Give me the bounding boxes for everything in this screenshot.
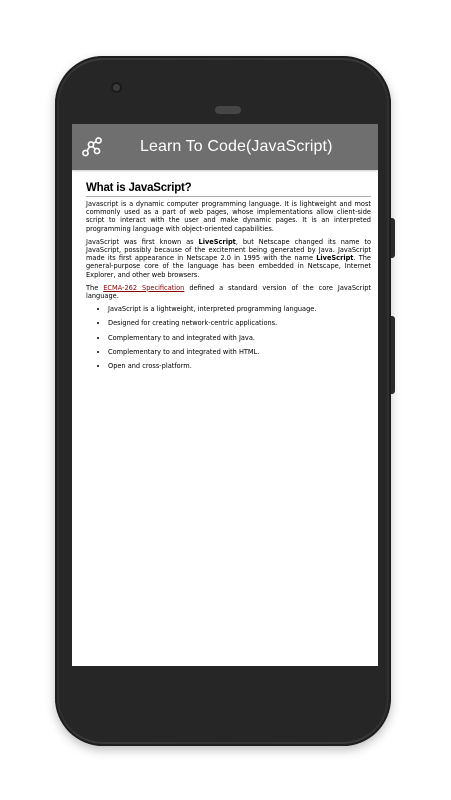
app-bar (72, 124, 378, 170)
ecma-suffix: defined a standard version of the core JavaScript language. (86, 283, 371, 301)
history-text-2: , but Netscape changed its name to JavaScript, possibly because of the excitement being generated by Java. JavaScript made its first appearance in Netscape 2.0 in 1995 with the name (86, 237, 371, 263)
list-item: • Complementary to and integrated with Java. (108, 334, 371, 342)
article-heading: What is JavaScript? (86, 182, 371, 197)
feature-list (86, 305, 371, 370)
app-title: Learn To Code(JavaScript) (140, 138, 333, 155)
list-item: • Open and cross-platform. (108, 362, 371, 370)
history-text-1: JavaScript was first known as (86, 237, 199, 246)
paragraph-history (86, 238, 371, 279)
livescript-bold-2: LiveScript (316, 254, 354, 263)
paragraph-intro: Javascript is a dynamic computer programming language. It is lightweight and most commonly used as a part of web pages, whose implementations allow client-side script to interact with the user and make dynamic pages. It is an interpreted programming language with object-oriented capabilities. (86, 200, 371, 233)
power-button (391, 218, 395, 258)
front-camera (111, 82, 122, 93)
app-screen (72, 124, 378, 666)
share-nodes-icon[interactable] (81, 136, 103, 158)
list-item: • JavaScript is a lightweight, interpreted programming language. (108, 305, 371, 313)
history-text-3: . The general-purpose core of the language has been embedded in Netscape, Internet Explorer, and other web browsers. (86, 254, 371, 279)
list-item: • Complementary to and integrated with HTML. (108, 348, 371, 356)
ecma-spec-link[interactable]: ECMA-262 Specification (103, 283, 185, 292)
earpiece-speaker (215, 106, 241, 114)
ecma-prefix: The (86, 283, 104, 292)
list-item: • Designed for creating network-centric applications. (108, 319, 371, 327)
livescript-bold-1: LiveScript (198, 237, 236, 246)
article-content (72, 170, 378, 370)
volume-button (391, 316, 395, 394)
paragraph-ecma (86, 284, 371, 300)
